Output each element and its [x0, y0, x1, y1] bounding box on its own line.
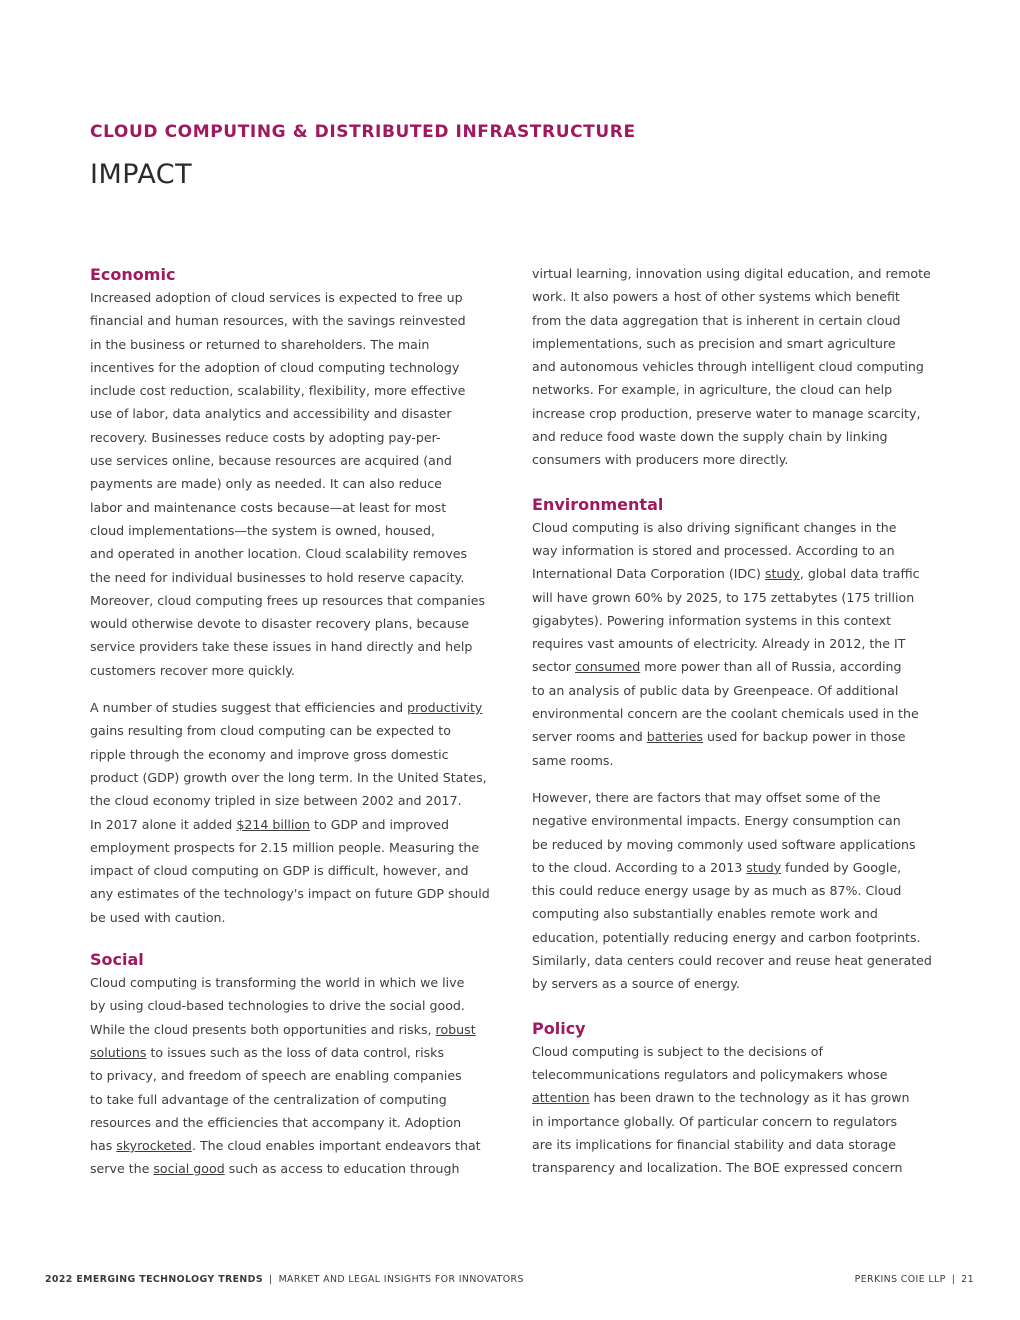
text-span: funded by Google, this could reduce energy usage by as much as 87%. Cloud computing also substantially enables remote work and education, potentially reducing energy and carbon footprints. Similarly, data centers could recover and reuse heat generated by servers as a source of energy. [532, 859, 932, 992]
environmental-paragraph-1 [532, 516, 932, 772]
text-span: has been drawn to the technology as it has grown in importance globally. Of particular concern to regulators are its implications for financial stability and data storage transparency and localization. The BOE expressed concern [532, 1090, 910, 1176]
right-column [532, 264, 932, 1193]
social-good-link[interactable]: social good [153, 1161, 225, 1177]
environmental-heading: Environmental [532, 494, 664, 514]
footer-separator: | [951, 1274, 956, 1285]
attention-link[interactable]: attention [532, 1090, 590, 1106]
social-continued-paragraph: virtual learning, innovation using digital education, and remote work. It also powers a host of other systems which benefit from the data aggregation that is inherent in certain cloud implementations, such as precision and smart agriculture and autonomous vehicles through intelligent cloud computing networks. For example, in agriculture, the cloud can help increase crop production, preserve water to manage scarcity, and reduce food waste down the supply chain by linking consumers with producers more directly. [532, 266, 931, 468]
text-span: to GDP and improved employment prospects for 2.15 million people. Measuring the impact of cloud computing on GDP is difficult, however, and any estimates of the technology's impact on future GDP should be used with caution. [90, 816, 490, 925]
text-span: more power than all of Russia, according to an analysis of public data by Greenpeace. Of additional environmental concern are the coolant chemicals used in the server rooms and [532, 659, 919, 745]
text-span: gains resulting from cloud computing can be expected to ripple through the economy and improve gross domestic product (GDP) growth over the long term. In the United States, the cloud economy tripled in size between 2002 and 2017. In 2017 alone it added [90, 723, 487, 832]
link-text: robust [435, 1021, 476, 1037]
policy-heading: Policy [532, 1018, 586, 1038]
text-span: A number of studies suggest that efficiencies and [90, 700, 408, 716]
text-span: However, there are factors that may offset some of the negative environmental impacts. Energy consumption can be reduced by moving commonly used software applications to the cloud. According to a 2013 [532, 789, 916, 875]
text-span: . The cloud enables important endeavors that serve the [90, 1138, 481, 1177]
economic-paragraph-1: Increased adoption of cloud services is expected to free up financial and human resources, with the savings reinvested in the business or returned to shareholders. The main incentives for the adoption of cloud computing technology include cost reduction, scalability, flexibility, more effective use of labor, data analytics and accessibility and disaster recovery. Businesses reduce costs by adopting pay-per- use services online, because resources are acquired (and payments are made) only as needed. It can also reduce labor and maintenance costs because—at least for most cloud implementations—the system is owned, housed, and operated in another location. Cloud scalability removes the need for individual businesses to hold reserve capacity. Moreover, cloud computing frees up resources that companies would otherwise devote to disaster recovery plans, because service providers take these issues in hand directly and help customers recover more quickly. [90, 290, 486, 678]
text-span: Cloud computing is subject to the decisions of telecommunications regulators and policymakers whose [532, 1043, 888, 1082]
gdp-214-billion-link[interactable]: $214 billion [236, 816, 311, 832]
text-span: Cloud computing is transforming the world in which we live by using cloud-based technologies to drive the social good. While the cloud presents both opportunities and risks, [90, 975, 465, 1037]
footer-title: 2022 EMERGING TECHNOLOGY TRENDS [45, 1274, 263, 1285]
footer-subtitle: MARKET AND LEGAL INSIGHTS FOR INNOVATORS [278, 1274, 524, 1285]
left-column [90, 264, 490, 1195]
consumed-link[interactable]: consumed [575, 659, 641, 675]
policy-paragraph [532, 1040, 932, 1180]
batteries-link[interactable]: batteries [646, 729, 704, 745]
social-paragraph [90, 971, 490, 1181]
skyrocketed-link[interactable]: skyrocketed [116, 1138, 192, 1154]
page-title: IMPACT [90, 159, 193, 190]
footer-separator: | [269, 1274, 273, 1285]
text-span: , global data traffic will have grown 60% by 2025, to 175 zettabytes (175 trillion gigabytes). Powering information systems in this context requires vast amounts of electricity. Already in 2012, the IT sector [532, 566, 920, 675]
firm-name: PERKINS COIE LLP [854, 1274, 946, 1285]
section-kicker: CLOUD COMPUTING & DISTRIBUTED INFRASTRUCTURE [90, 122, 636, 142]
page-number: 21 [961, 1274, 974, 1285]
economic-heading: Economic [90, 265, 176, 284]
footer-publication [45, 1274, 524, 1285]
environmental-paragraph-2 [532, 786, 932, 996]
link-text: solutions [90, 1044, 147, 1060]
text-span: Cloud computing is also driving significant changes in the way information is stored and processed. According to an International Data Corporation (IDC) [532, 519, 897, 582]
economic-paragraph-2 [90, 696, 490, 929]
footer-firm [855, 1274, 974, 1285]
text-span: to issues such as the loss of data control, risks to privacy, and freedom of speech are enabling companies to take full advantage of the centralization of computing resources and the efficiencies that accompany it. Adoption has [90, 1044, 462, 1154]
google-study-link[interactable]: study [746, 859, 782, 875]
idc-study-link[interactable]: study [764, 566, 800, 582]
text-span: used for backup power in those same rooms. [532, 729, 906, 768]
social-heading: Social [90, 950, 144, 970]
text-span: such as access to education through [224, 1161, 460, 1177]
productivity-link[interactable]: productivity [407, 700, 483, 716]
